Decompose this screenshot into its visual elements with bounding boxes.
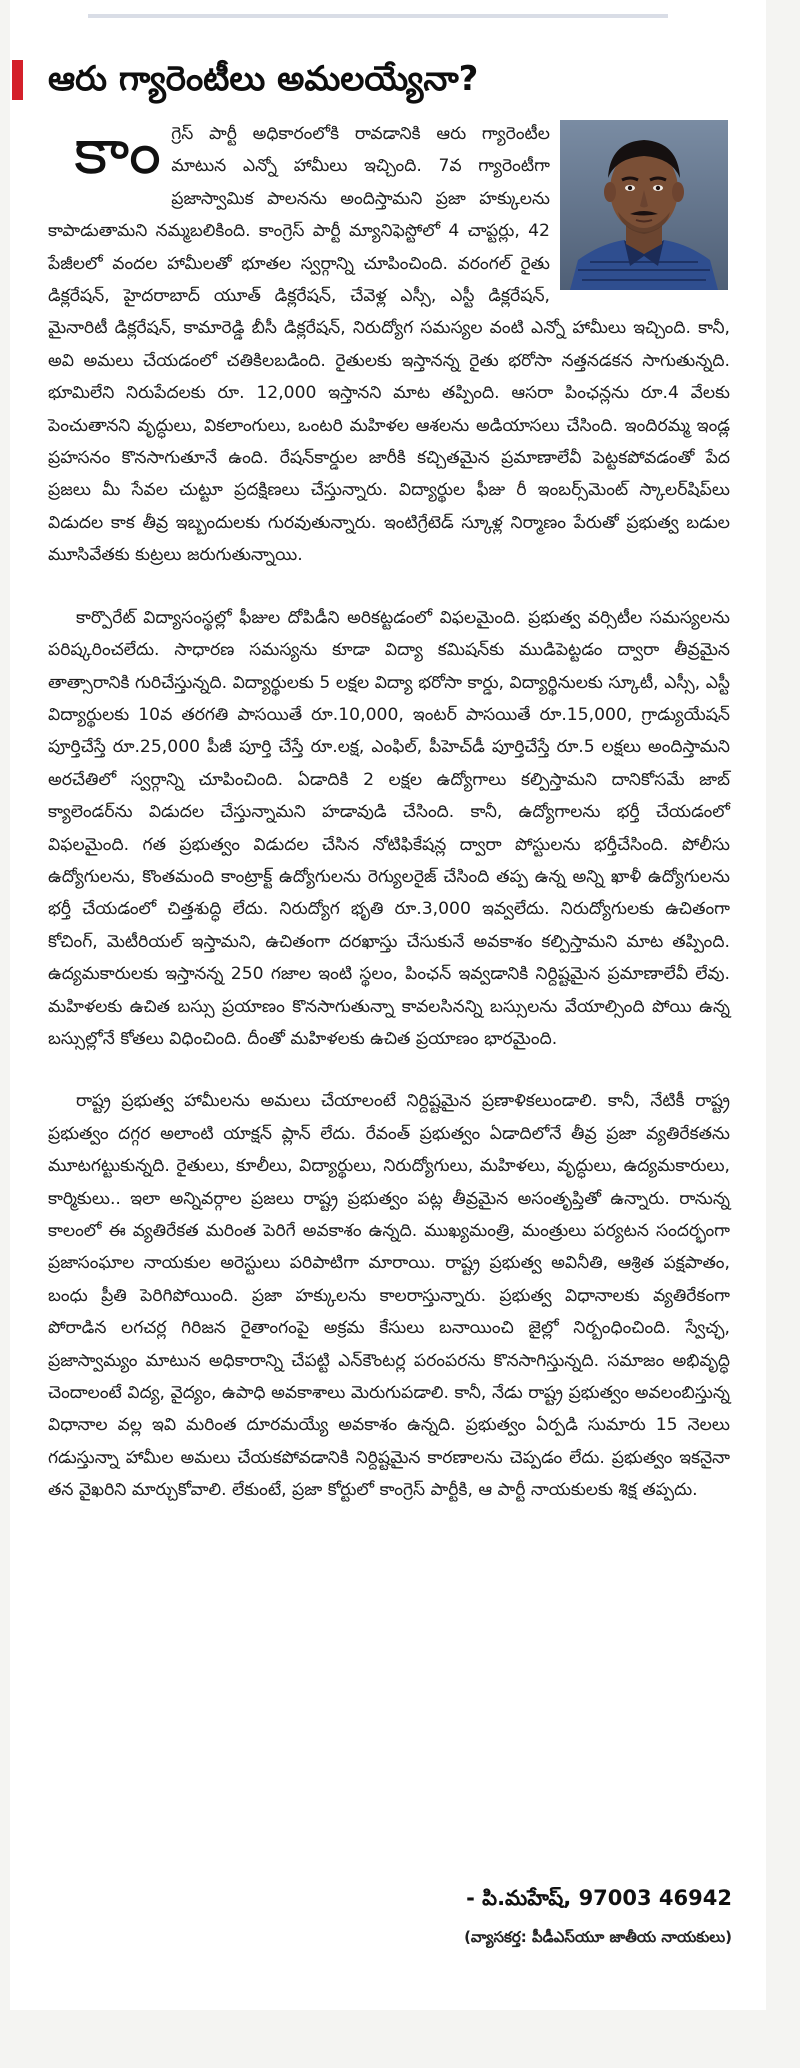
paragraph-text: గ్రెస్ పార్టీ అధికారంలోకి రావడానికి ఆరు గ్యారెంటీల మాటున ఎన్నో హామీలు ఇచ్చింది. 7వ గ్యారెంటీగా ప్రజాస్వామిక పాలనను అందిస్తామని ప్రజా హక్కులను కాపాడుతామని నమ్మబలికింది. కాంగ్రెస్ పార్టీ మ్యానిఫెస్టోలో 4 చాప్టర్లు, 42 పేజీలలో వందల హామీలతో భూతల స్వర్గాన్ని చూపించింది. వరంగల్ రైతు డిక్లరేషన్, హైదరాబాద్ యూత్ డిక్లరేషన్, చేవెళ్ల ఎస్సీ, ఎస్టీ డిక్లరేషన్, మైనారిటీ డిక్లరేషన్, కామారెడ్డి బీసీ డిక్లరేషన్, నిరుద్యోగ సమస్యల వంటి ఎన్నో హామీలు ఇచ్చింది. కానీ, అవి అమలు చేయడంలో చతికిలబడింది. రైతులకు ఇస్తానన్న రైతు భరోసా నత్తనడకన సాగుతున్నది. భూమిలేని నిరుపేదలకు రూ. 12,000 ఇస్తానని మాట తప్పింది. ఆసరా పింఛన్లను రూ.4 వేలకు పెంచుతానని వృద్ధులు, వికలాంగులు, ఒంటరి మహిళల ఆశలను అడియాసలు చేసింది. ఇందిరమ్మ ఇండ్ల ప్రహసనం కొనసాగుతూనే ఉంది. రేషన్‌కార్డుల జారీకి కచ్చితమైన ప్రమాణాలేవీ పెట్టకపోవడంతో పేద ప్రజలు మీ సేవల చుట్టూ ప్రదక్షిణలు చేస్తున్నారు. విద్యార్థుల ఫీజు రీ ఇంబర్స్‌మెంట్ స్కాలర్‌షిప్‌లు విడుదల కాక తీవ్ర ఇబ్బందులకు గురవుతున్నారు. ఇంటిగ్రేటెడ్ స్కూళ్ల నిర్మాణం పేరుతో ప్రభుత్వ బడుల మూసివేతకు కుట్రలు జరుగుతున్నాయి.	[48, 124, 730, 566]
article-headline: ఆరు గ్యారెంటీలు అమలయ్యేనా?	[48, 59, 479, 99]
article-body	[48, 115, 730, 1537]
newspaper-page	[10, 0, 766, 2010]
article-paragraph-3: రాష్ట్ర ప్రభుత్వ హామీలను అమలు చేయాలంటే నిర్దిష్టమైన ప్రణాళికలుండాలి. కానీ, నేటికీ రాష్ట్ర ప్రభుత్వం దగ్గర అలాంటి యాక్షన్ ప్లాన్ లేదు. రేవంత్ ప్రభుత్వం ఏడాదిలోనే తీవ్ర ప్రజా వ్యతిరేకతను మూటగట్టుకున్నది. రైతులు, కూలీలు, విద్యార్థులు, నిరుద్యోగులు, మహిళలు, వృద్ధులు, ఉద్యమకారులు, కార్మికులు.. ఇలా అన్నివర్గాల ప్రజలు రాష్ట్ర ప్రభుత్వం పట్ల తీవ్రమైన అసంతృప్తితో ఉన్నారు. రానున్న కాలంలో ఈ వ్యతిరేకత మరింత పెరిగే అవకాశం ఉన్నది. ముఖ్యమంత్రి, మంత్రులు పర్యటన సందర్భంగా ప్రజాసంఘాల నాయకుల అరెస్టులు పరిపాటిగా మారాయి. రాష్ట్ర ప్రభుత్వ అవినీతి, ఆశ్రిత పక్షపాతం, బంధు ప్రీతి పెరిగిపోయింది. ప్రజా హక్కులను కాలరాస్తున్నారు. ప్రభుత్వ విధానాలకు వ్యతిరేకంగా పోరాడిన లగచర్ల గిరిజన రైతాంగంపై అక్రమ కేసులు బనాయించి జైల్లో నిర్బంధించింది. స్వేచ్ఛ, ప్రజాస్వామ్యం మాటున అధికారాన్ని చేపట్టి ఎన్‌కౌంటర్ల పరంపరను కొనసాగిస్తున్నది. సమాజం అభివృద్ధి చెందాలంటే విద్య, వైద్యం, ఉపాధి అవకాశాలు మెరుగుపడాలి. కానీ, నేడు రాష్ట్ర ప్రభుత్వం అవలంబిస్తున్న విధానాల వల్ల ఇవి మరింత దూరమయ్యే అవకాశం ఉన్నది. ప్రభుత్వం ఏర్పడి సుమారు 15 నెలలు గడుస్తున్నా హామీల అమలు చేయకపోవడానికి నిర్దిష్టమైన కారణాలను చెప్పడం లేదు. ప్రభుత్వం ఇకనైనా తన వైఖరిని మార్చుకోవాలి. లేకుంటే, ప్రజా కోర్టులో కాంగ్రెస్ పార్టీకి, ఆ పార్టీ నాయకులకు శిక్ష తప్పదు.	[48, 1091, 730, 1501]
headline-accent-bar	[12, 60, 23, 100]
photo-spacer	[550, 118, 730, 284]
headline-row	[10, 56, 766, 104]
article-paragraph-2: కార్పొరేట్ విద్యాసంస్థల్లో ఫీజుల దోపిడీని అరికట్టడంలో విఫలమైంది. ప్రభుత్వ వర్సిటీల సమస్యలను పరిష్కరించలేదు. సాధారణ సమస్యను కూడా విద్యా కమిషన్‌కు ముడిపెట్టడం ద్వారా తీవ్రమైన తాత్సారానికి గురిచేస్తున్నది. విద్యార్థులకు 5 లక్షల విద్యా భరోసా కార్డు, విద్యార్థినులకు స్కూటీ, ఎస్సీ, ఎస్టీ విద్యార్థులకు 10వ తరగతి పాసయితే రూ.10,000, ఇంటర్ పాసయితే రూ.15,000, గ్రాడ్యుయేషన్ పూర్తిచేస్తే రూ.25,000 పీజీ పూర్తి చేస్తే రూ.లక్ష, ఎంఫిల్, పీహెచ్‌డీ పూర్తిచేస్తే రూ.5 లక్షలు అందిస్తామని అరచేతిలో స్వర్గాన్ని చూపించింది. ఏడాదికి 2 లక్షల ఉద్యోగాలు కల్పిస్తామని దానికోసమే జాబ్ క్యాలెండర్‌ను విడుదల చేస్తున్నామని హడావుడి చేసింది. కానీ, ఉద్యోగాలను భర్తీ చేయడంలో విఫలమైంది. గత ప్రభుత్వం విడుదల చేసిన నోటిఫికేషన్ల ద్వారా పోస్టులను భర్తీచేసింది. పోలీసు ఉద్యోగులను, కొంతమంది కాంట్రాక్ట్ ఉద్యోగులను రెగ్యులరైజ్ చేసింది తప్ప ఉన్న అన్ని ఖాళీ ఉద్యోగులను భర్తీ చేయడంలో చిత్తశుద్ధి లేదు. నిరుద్యోగ భృతి రూ.3,000 ఇవ్వలేదు. నిరుద్యోగులకు ఉచితంగా కోచింగ్, మెటీరియల్ ఇస్తామని, ఉచితంగా దరఖాస్తు చేసుకునే అవకాశం కల్పిస్తామని మాట తప్పింది. ఉద్యమకారులకు ఇస్తానన్న 250 గజాల ఇంటి స్థలం, పింఛన్ ఇవ్వడానికి నిర్దిష్టమైన ప్రమాణాలేవీ లేవు. మహిళలకు ఉచిత బస్సు ప్రయాణం కొనసాగుతున్నా కావలసినన్ని బస్సులను వేయాల్సింది పోయి ఉన్న బస్సుల్లోనే కోతలు విధించింది. దీంతో మహిళలకు ఉచిత ప్రయాణం భారమైంది.	[48, 607, 730, 1049]
author-affiliation: (వ్యాసకర్త: పీడీఎస్‌యూ జాతీయ నాయకులు)	[464, 1928, 732, 1946]
top-divider	[88, 14, 668, 18]
author-signature: - పి.మహేష్, 97003 46942	[466, 1886, 732, 1910]
article-dropcap: కాం	[74, 115, 162, 189]
